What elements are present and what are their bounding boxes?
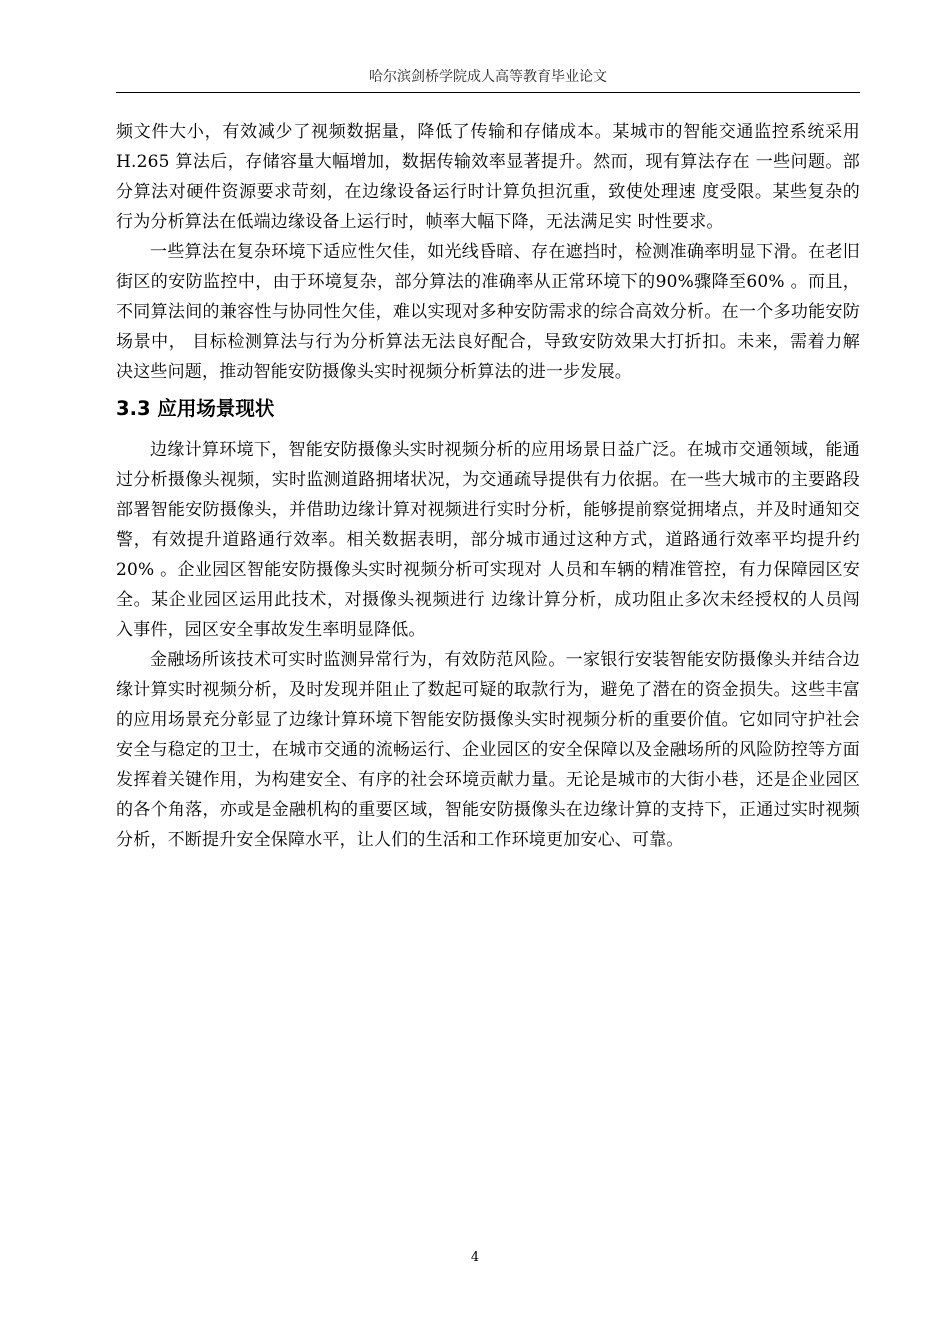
- section-title: 应用场景现状: [157, 397, 275, 420]
- page-header: 哈尔滨剑桥学院成人高等教育毕业论文: [116, 66, 860, 93]
- body-paragraph: 频文件大小，有效减少了视频数据量，降低了传输和存储成本。某城市的智能交通监控系统采用 H.265 算法后，存储容量大幅增加，数据传输效率显著提升。然而，现有算法存在 一些问题。部分算法对硬件资源要求苛刻，在边缘设备运行时计算负担沉重，致使处理速 度受限。某些复杂的行为分析算法在低端边缘设备上运行时，帧率大幅下降，无法满足实 时性要求。: [116, 122, 860, 232]
- body-paragraph: 一些算法在复杂环境下适应性欠佳，如光线昏暗、存在遮挡时，检测准确率明显下滑。在老旧街区的安防监控中，由于环境复杂，部分算法的准确率从正常环境下的90%骤降至60% 。而且，不同算法间的兼容性与协同性欠佳，难以实现对多种安防需求的综合高效分析。在一个多功能安防场景中， 目标检测算法与行为分析算法无法良好配合，导致安防效果大打折扣。未来，需着力解决这些问题，推动智能安防摄像头实时视频分析算法的进一步发展。: [116, 242, 860, 382]
- body-paragraph: 边缘计算环境下，智能安防摄像头实时视频分析的应用场景日益广泛。在城市交通领域，能通过分析摄像头视频，实时监测道路拥堵状况，为交通疏导提供有力依据。在一些大城市的主要路段部署智能安防摄像头，并借助边缘计算对视频进行实时分析，能够提前察觉拥堵点，并及时通知交警，有效提升道路通行效率。相关数据表明，部分城市通过这种方式，道路通行效率平均提升约 20% 。企业园区智能安防摄像头实时视频分析可实现对 人员和车辆的精准管控，有力保障园区安全。某企业园区运用此技术，对摄像头视频进行 边缘计算分析，成功阻止多次未经授权的人员闯入事件，园区安全事故发生率明显降低。: [116, 440, 860, 640]
- section-heading: [116, 389, 860, 429]
- page-number: 4: [470, 1250, 480, 1265]
- section-number: 3.3: [116, 397, 151, 420]
- page-body: [116, 117, 860, 855]
- body-paragraph: 金融场所该技术可实时监测异常行为，有效防范风险。一家银行安装智能安防摄像头并结合边缘计算实时视频分析，及时发现并阻止了数起可疑的取款行为，避免了潜在的资金损失。这些丰富的应用场景充分彰显了边缘计算环境下智能安防摄像头实时视频分析的重要价值。它如同守护社会安全与稳定的卫士，在城市交通的流畅运行、企业园区的安全保障以及金融场所的风险防控等方面发挥着关键作用，为构建安全、有序的社会环境贡献力量。无论是城市的大街小巷，还是企业园区的各个角落，亦或是金融机构的重要区域，智能安防摄像头在边缘计算的支持下，正通过实时视频分析，不断提升安全保障水平，让人们的生活和工作环境更加安心、可靠。: [116, 650, 860, 850]
